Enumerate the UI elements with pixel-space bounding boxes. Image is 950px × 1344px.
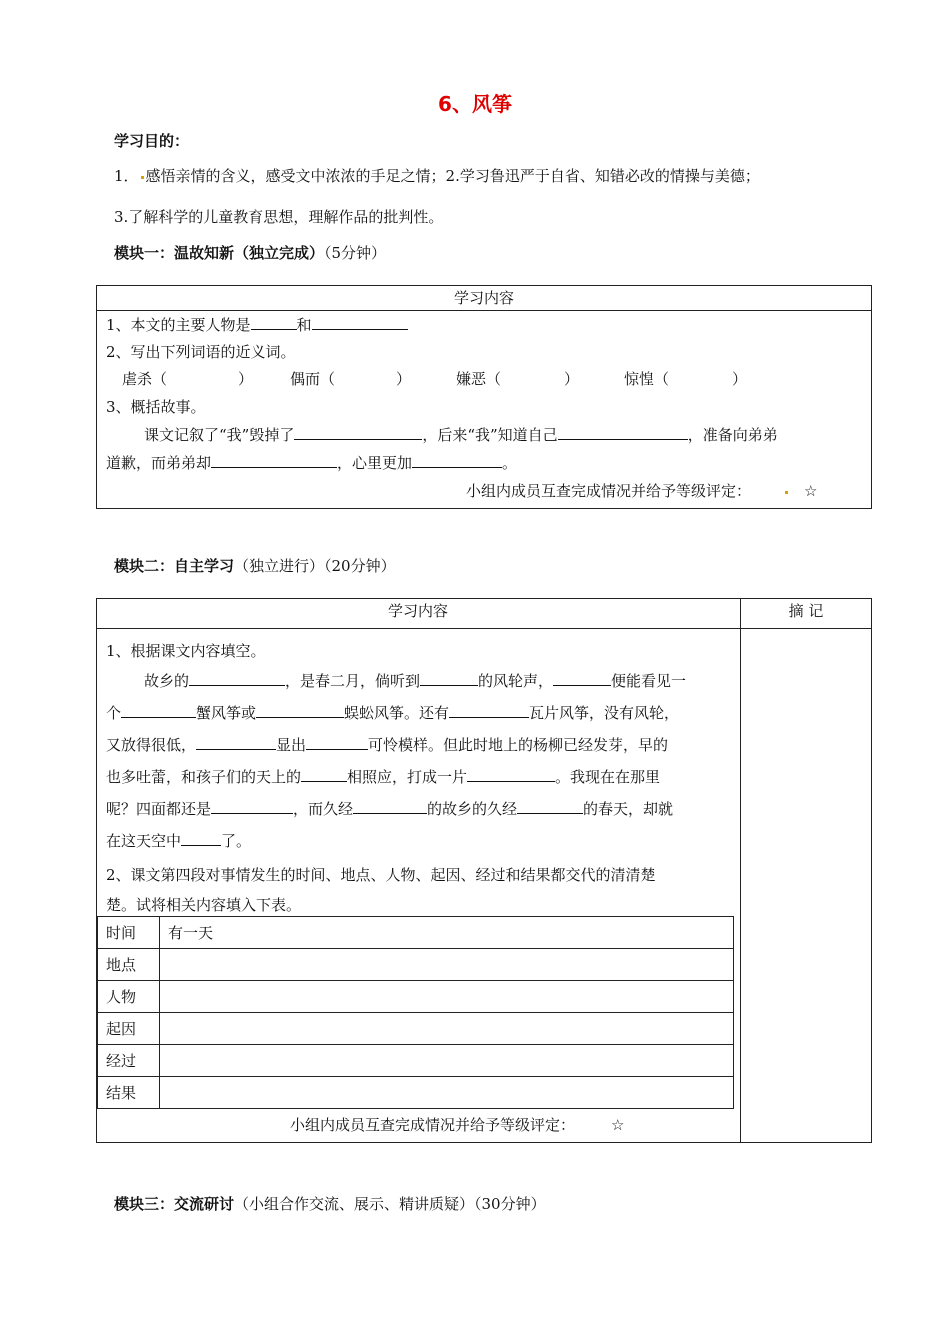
module1-heading (114, 242, 386, 263)
q1-text: 1、本文的主要人物是 (106, 316, 251, 334)
event-key: 结果 (98, 1077, 160, 1109)
blank[interactable] (301, 766, 347, 782)
synonym-item-3 (456, 368, 501, 389)
story-text: ，心里更加 (337, 454, 413, 472)
word: 虐杀（ (122, 370, 168, 388)
story-text: 课文记叙了“我”毁掉了 (144, 426, 295, 444)
m2-question-2-line-2: 楚。试将相关内容填入下表。 (106, 896, 302, 914)
blank[interactable] (196, 734, 276, 750)
table-row (98, 1077, 734, 1109)
m1-peer-review (466, 480, 817, 501)
story-text: ，后来“我”知道自己 (422, 426, 558, 444)
passage-line-1 (144, 665, 686, 697)
blank[interactable] (121, 702, 196, 718)
m2-question-2-line-1: 2、课文第四段对事情发生的时间、地点、人物、起因、经过和结果都交代的清清楚 (106, 866, 656, 884)
event-value[interactable] (160, 1013, 734, 1045)
passage-text: 相照应，打成一片 (347, 768, 468, 786)
module1-title: 模块一：温故知新（独立完成） (114, 244, 325, 262)
m2-peer-review (290, 1114, 624, 1135)
event-value[interactable]: 有一天 (160, 917, 734, 949)
word: 嫌恶（ (456, 370, 502, 388)
blank[interactable] (312, 314, 408, 330)
divider (96, 628, 872, 629)
passage-text: 的故乡的久经 (427, 800, 518, 818)
module3-time: （小组合作交流、展示、精讲质疑）（30分钟） (234, 1195, 546, 1213)
table-row (98, 1013, 734, 1045)
blank[interactable] (211, 452, 337, 468)
module3-heading (114, 1193, 546, 1214)
passage-text: 的春天，却就 (583, 800, 674, 818)
synonym-item-1 (122, 368, 167, 389)
m2-question-1: 1、根据课文内容填空。 (106, 642, 266, 660)
passage-text: 故乡的 (144, 672, 190, 690)
table-row (98, 1045, 734, 1077)
m1-question-1 (106, 314, 408, 335)
blank[interactable] (517, 798, 583, 814)
story-text: 道歉，而弟弟却 (106, 454, 212, 472)
passage-text: ，是春二月，倘听到 (285, 672, 421, 690)
module2-heading (114, 555, 396, 576)
m1-question-3: 3、概括故事。 (106, 398, 206, 416)
module2-header-content: 学习内容 (387, 602, 448, 620)
blank[interactable] (211, 798, 293, 814)
module2-title: 模块二：自主学习 (114, 557, 235, 575)
event-key: 经过 (98, 1045, 160, 1077)
peer-review-text: 小组内成员互查完成情况并给予等级评定： (466, 482, 752, 500)
objectives-heading: 学习目的： (114, 132, 190, 150)
events-table (97, 916, 734, 1109)
word: 惊惶（ (624, 370, 670, 388)
divider (740, 598, 741, 1143)
story-line-1 (144, 424, 778, 445)
blank[interactable] (189, 670, 285, 686)
passage-line-5 (106, 793, 673, 825)
peer-review-text: 小组内成员互查完成情况并给予等级评定： (290, 1116, 576, 1134)
passage-text: 便能看见一 (611, 672, 687, 690)
passage-text: ，而久经 (293, 800, 354, 818)
story-text: ，准备向弟弟 (687, 426, 778, 444)
passage-text: 呢？四面都还是 (106, 800, 212, 818)
story-text: 。 (502, 454, 518, 472)
objective-line-1 (114, 165, 760, 186)
blank[interactable] (449, 702, 529, 718)
blank[interactable] (420, 670, 478, 686)
objective-number: 1． (114, 167, 139, 185)
mark-dot (141, 176, 144, 179)
blank[interactable] (353, 798, 427, 814)
passage-line-3 (106, 729, 668, 761)
table-row (98, 981, 734, 1013)
passage-text: 可怜模样。但此时地上的杨柳已经发芽，早的 (368, 736, 669, 754)
synonym-item-4 (624, 368, 669, 389)
event-value[interactable] (160, 1077, 734, 1109)
paren-close: ） (564, 370, 580, 388)
blank[interactable] (553, 670, 611, 686)
passage-text: 的风轮声， (478, 672, 554, 690)
passage-text: 显出 (276, 736, 307, 754)
word: 偶而（ (290, 370, 336, 388)
synonym-item-2 (290, 368, 335, 389)
passage-text: 蜈蚣风筝。还有 (344, 704, 450, 722)
passage-text: 了。 (221, 832, 252, 850)
star-icon[interactable]: ☆ (804, 482, 818, 500)
paren-close: ） (732, 370, 748, 388)
table-row (98, 917, 734, 949)
objective-line-2: 3.了解科学的儿童教育思想，理解作品的批判性。 (114, 208, 444, 226)
event-key: 地点 (98, 949, 160, 981)
module1-time: （5分钟） (324, 244, 387, 262)
story-line-2 (106, 452, 517, 473)
table-row (98, 949, 734, 981)
module2-time: （独立进行）（20分钟） (234, 557, 396, 575)
module1-table-header: 学习内容 (453, 289, 514, 307)
passage-line-2 (106, 697, 679, 729)
divider (96, 310, 872, 311)
blank[interactable] (306, 734, 368, 750)
paren-close: ） (396, 370, 412, 388)
m1-question-2: 2、写出下列词语的近义词。 (106, 343, 296, 361)
blank[interactable] (467, 766, 555, 782)
module2-header-notes: 摘 记 (788, 602, 824, 620)
mark-dot (785, 491, 788, 494)
event-key: 起因 (98, 1013, 160, 1045)
blank[interactable] (558, 424, 688, 440)
blank[interactable] (412, 452, 502, 468)
star-icon[interactable]: ☆ (611, 1116, 625, 1134)
blank[interactable] (181, 830, 221, 846)
event-key: 时间 (98, 917, 160, 949)
page-title: 6、风筝 (438, 92, 512, 116)
passage-text: 又放得很低， (106, 736, 197, 754)
q1-and: 和 (296, 316, 312, 334)
passage-text: 瓦片风筝，没有风轮， (529, 704, 680, 722)
event-value[interactable] (160, 981, 734, 1013)
passage-line-6 (106, 825, 251, 857)
blank[interactable] (251, 314, 297, 330)
paren-close: ） (238, 370, 254, 388)
blank[interactable] (256, 702, 344, 718)
event-value[interactable] (160, 949, 734, 981)
passage-text: 也多吐蕾，和孩子们的天上的 (106, 768, 302, 786)
passage-text: 。我现在在那里 (555, 768, 661, 786)
blank[interactable] (294, 424, 422, 440)
event-value[interactable] (160, 1045, 734, 1077)
module3-title: 模块三：交流研讨 (114, 1195, 235, 1213)
event-key: 人物 (98, 981, 160, 1013)
passage-text: 个 (106, 704, 122, 722)
passage-line-4 (106, 761, 660, 793)
passage-text: 在这天空中 (106, 832, 182, 850)
passage-text: 蟹风筝或 (196, 704, 257, 722)
objective-text: 感悟亲情的含义，感受文中浓浓的手足之情；2.学习鲁迅严于自省、知错必改的情操与美德； (145, 167, 760, 185)
